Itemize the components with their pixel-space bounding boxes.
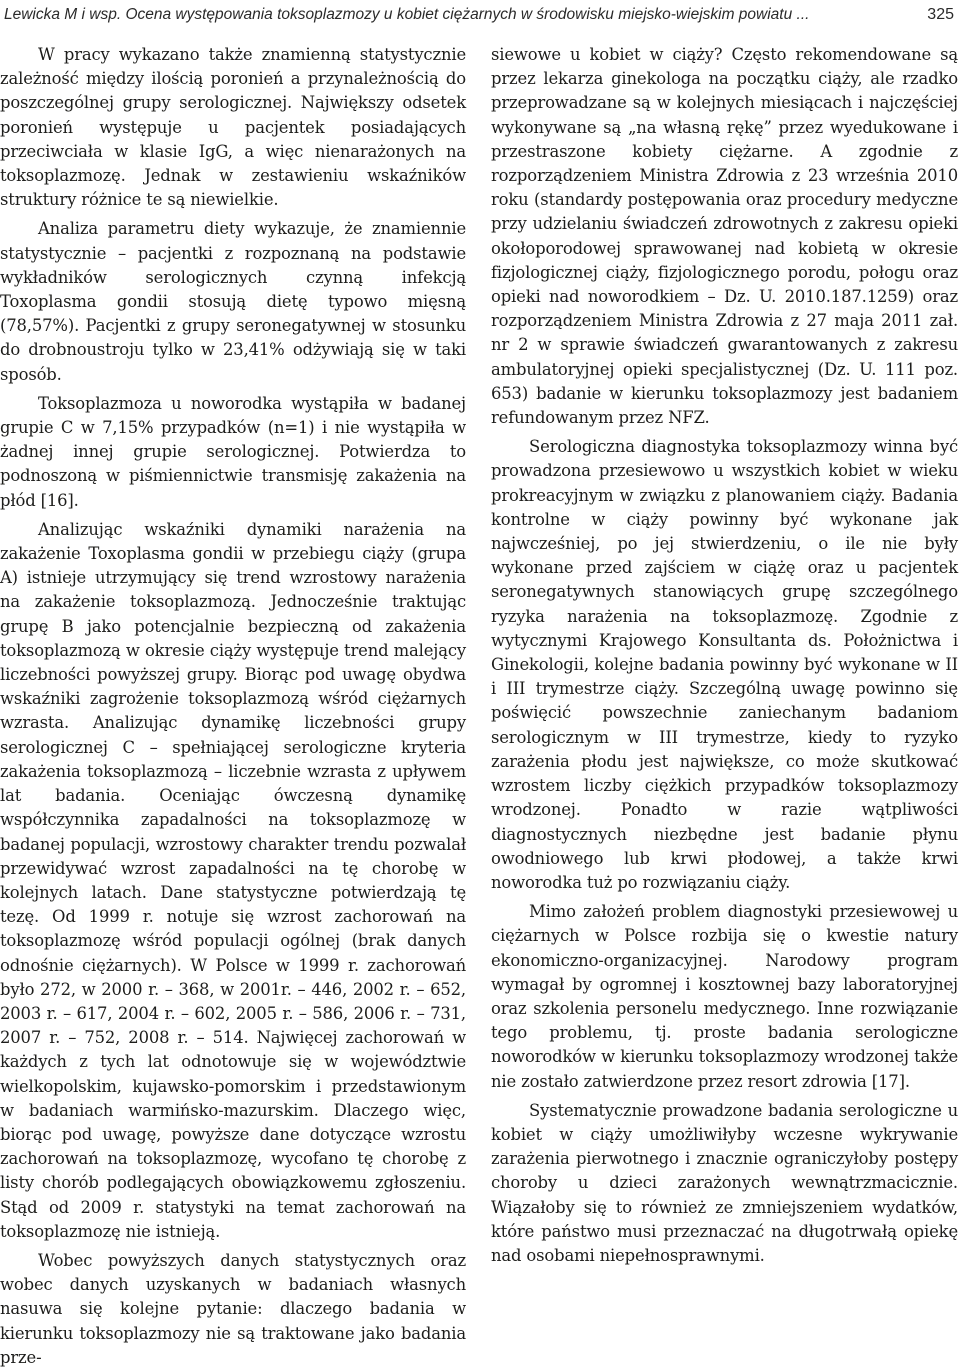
paragraph: Analiza parametru diety wykazuje, że znamiennie statystycznie – pacjentki z rozpoznaną na podstawie wykładników serologicznych czynną infekcją Toxoplasma gondii stosują dietę typowo mięsną (78,57%). Pacjentki z grupy seronegatywnej w stosunku do drobnoustroju tylko w 23,41% odżywiają się w taki sposób. xyxy=(0,219,466,384)
paragraph: W pracy wykazano także znamienną statystycznie zależność między ilością poronień a przynależnością do poszczególnej grupy serologicznej. Największy odsetek poronień występuje u pacjentek posiadających przeciwciała w klasie IgG, a więc nienarażonych na toksoplazmozę. Jednak w zestawieniu wskaźników struktury różnice te są niewielkie. xyxy=(0,45,466,210)
right-column xyxy=(491,43,958,1268)
paragraph: Mimo założeń problem diagnostyki przesiewowej u ciężarnych w Polsce rozbija się o kwestie natury ekonomiczno-organizacyjnej. Narodowy program wymagał by ogromnej i kosztownej bazy laboratoryjnej oraz szkolenia personelu medycznego. Inne rozwiązanie tego problemu, tj. proste badania serologiczne noworodków w kierunku toksoplazmozy wrodzonej także nie zostało zatwierdzone przez resort zdrowia [17]. xyxy=(491,902,958,1091)
running-title: Lewicka M i wsp. Ocena występowania toksoplazmozy u kobiet ciężarnych w środowisku miejsko-wiejskim powiatu ... xyxy=(4,6,810,23)
page-number: 325 xyxy=(927,6,954,23)
paragraph: Systematycznie prowadzone badania serologiczne u kobiet w ciąży umożliwiłyby wczesne wykrywanie zarażenia pierwotnego i znacznie ograniczyłoby postępy choroby u dzieci zarażonych wewnątrzmacicznie. Wiązałoby się to również ze zmniejszeniem wydatków, które państwo musi przeznaczać na długotrwałą opiekę nad osobami niepełnosprawnymi. xyxy=(491,1100,958,1265)
left-column xyxy=(0,43,466,1370)
paragraph: Serologiczna diagnostyka toksoplazmozy winna być prowadzona przesiewowo u wszystkich kobiet w wieku prokreacyjnym w związku z planowaniem ciąży. Badania kontrolne w ciąży powinny być wykonane jak najwcześniej, po jej stwierdzeniu, o ile nie były wykonane przed zajściem w ciążę oraz u pacjentek seronegatywnych stanowiących grupę szczególnego ryzyka narażenia na toksoplazmozę. Zgodnie z wytycznymi Krajowego Konsultanta ds. Położnictwa i Ginekologii, kolejne badania powinny być wykonane w II i III trymestrze ciąży. Szczególną uwagę powinno się poświęcić powszechnie zaniechanym badaniom serologicznym w III trymestrze, kiedy to ryzyko zarażenia płodu jest największe, co może skutkować wzrostem liczby ciężkich przypadków toksoplazmozy wrodzonej. Ponadto w razie wątpliwości diagnostycznych niezbędne jest badanie płynu owodniowego lub krwi płodowej, a także krwi noworodka tuż po rozwiązaniu ciąży. xyxy=(491,437,958,892)
paragraph: Toksoplazmoza u noworodka wystąpiła w badanej grupie C w 7,15% przypadków (n=1) i nie wystąpiła w żadnej innej grupie serologicznej. Potwierdza to podnoszoną w piśmiennictwie transmisję zakażenia na płód [16]. xyxy=(0,393,466,510)
running-header xyxy=(4,0,956,30)
paragraph-continued: siewowe u kobiet w ciąży? Często rekomendowane są przez lekarza ginekologa na początku ciąży, ale rzadko przeprowadzane są w kolejnych miesiącach i najczęściej wykonywane są „na własną rękę” przez wyedukowane i przestraszone kobiety ciężarne. A zgodnie z rozporządzeniem Ministra Zdrowia z 23 września 2010 roku (standardy postępowania oraz procedury medyczne przy udzielaniu świadczeń zdrowotnych z zakresu opieki okołoporodowej sprawowanej nad kobietą w okresie fizjologicznej ciąży, fizjologicznego porodu, połogu oraz opieki nad noworodkiem – Dz. U. 2010.187.1259) oraz rozporządzeniem Ministra Zdrowia z 27 maja 2011 zał. nr 2 w sprawie świadczeń gwarantowanych z zakresu ambulatoryjnej opieki specjalistycznej (Dz. U. 111 poz. 653) badanie w kierunku toksoplazmozy jest badaniem refundowanym przez NFZ. xyxy=(491,45,958,428)
paragraph: Analizując wskaźniki dynamiki narażenia na zakażenie Toxoplasma gondii w przebiegu ciąży (grupa A) istnieje utrzymujący się trend wzrostowy narażenia na zakażenie toksoplazmozą. Jednocześnie traktując grupę B jako potencjalnie bezpieczną od zakażenia toksoplazmozą w okresie ciąży występuje trend malejący liczebności powyższej grupy. Biorąc pod uwagę obydwa wskaźniki zagrożenie toksoplazmozą wśród ciężarnych wzrasta. Analizując dynamikę liczebności grupy serologicznej C – spełniającej serologiczne kryteria zakażenia toksoplazmozą – liczebnie wzrasta z upływem lat badania. Oceniając ówczesną dynamikę współczynnika zapadalności na toksoplazmozę w badanej populacji, wzrostowy charakter trendu pozwalał przewidywać wzrost zapadalności na tę chorobę w kolejnych latach. Dane statystyczne potwierdzają tę tezę. Od 1999 r. notuje się wzrost zachorowań na toksoplazmozę wśród populacji ogólnej (brak danych odnośnie ciężarnych). W Polsce w 1999 r. zachorowań było 272, w 2000 r. – 368, w 2001r. – 446, 2002 r. – 652, 2003 r. – 617, 2004 r. – 602, 2005 r. – 586, 2006 r. – 731, 2007 r. – 752, 2008 r. – 514. Najwięcej zachorowań w każdych z tych lat odnotowuje się w województwie wielkopolskim, kujawsko-pomorskim i przedstawionym w badaniach warmińsko-mazurskim. Dlaczego więc, biorąc pod uwagę, powyższe dane dotyczące wzrostu zachorowań na toksoplazmozę, wycofano tę chorobę z listy chorób podlegających obowiązkowemu zgłoszeniu. Stąd od 2009 r. statystyki na temat zachorowań na toksoplazmozę nie istnieją. xyxy=(0,519,466,1241)
paragraph: Wobec powyższych danych statystycznych oraz wobec danych uzyskanych w badaniach własnych nasuwa się kolejne pytanie: dlaczego badania w kierunku toksoplazmozy nie są traktowane jako badania prze- xyxy=(0,1250,466,1367)
